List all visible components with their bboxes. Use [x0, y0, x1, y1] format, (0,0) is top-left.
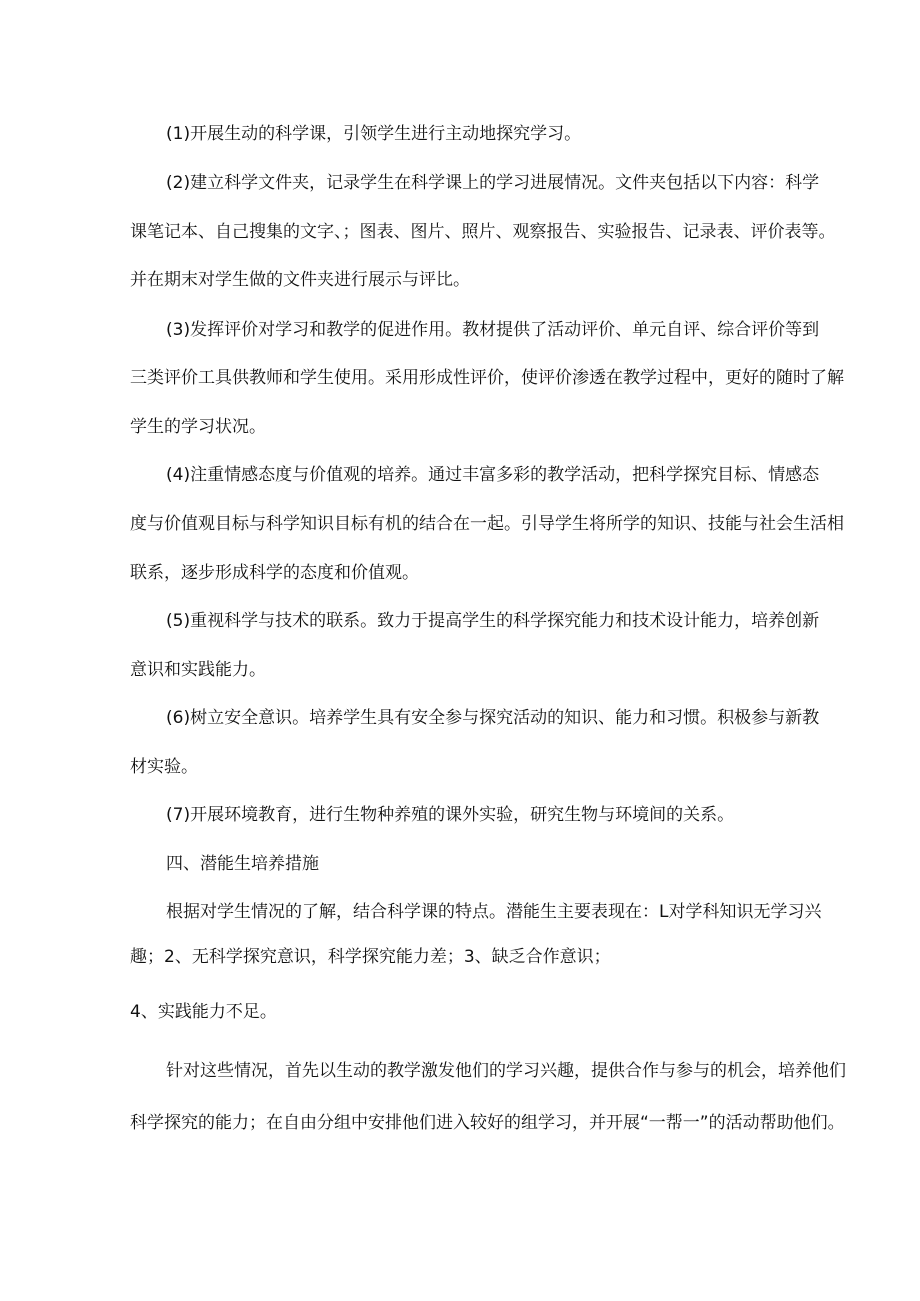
paragraph-9-line-1: 4、实践能力不足。	[130, 1002, 277, 1022]
paragraph-5-line-2: 意识和实践能力。	[130, 660, 266, 680]
paragraph-4-line-1: (4)注重情感态度与价值观的培养。通过丰富多彩的教学活动，把科学探究目标、情感态	[166, 465, 820, 485]
paragraph-10-line-1: 针对这些情况，首先以生动的教学激发他们的学习兴趣，提供合作与参与的机会，培养他们	[166, 1061, 846, 1081]
paragraph-8-line-1: 根据对学生情况的了解，结合科学课的特点。潜能生主要表现在：L对学科知识无学习兴	[166, 902, 822, 922]
paragraph-2-line-3: 并在期末对学生做的文件夹进行展示与评比。	[130, 270, 470, 290]
paragraph-3-line-2: 三类评价工具供教师和学生使用。采用形成性评价，使评价渗透在教学过程中，更好的随时了解	[130, 368, 844, 388]
paragraph-6-line-2: 材实验。	[130, 757, 198, 777]
paragraph-4-line-2: 度与价值观目标与科学知识目标有机的结合在一起。引导学生将所学的知识、技能与社会生活相	[130, 514, 844, 534]
paragraph-3-line-1: (3)发挥评价对学习和教学的促进作用。教材提供了活动评价、单元自评、综合评价等到	[166, 320, 820, 340]
paragraph-1-line-1: (1)开展生动的科学课，引领学生进行主动地探究学习。	[166, 124, 582, 144]
paragraph-4-line-3: 联系，逐步形成科学的态度和价值观。	[130, 563, 419, 583]
paragraph-6-line-1: (6)树立安全意识。培养学生具有安全参与探究活动的知识、能力和习惯。积极参与新教	[166, 708, 820, 728]
section-heading: 四、潜能生培养措施	[166, 854, 319, 874]
paragraph-2-line-2: 课笔记本、自己搜集的文字、；图表、图片、照片、观察报告、实验报告、记录表、评价表等。	[130, 222, 836, 242]
paragraph-8-line-2: 趣；2、无科学探究意识，科学探究能力差；3、缺乏合作意识；	[130, 947, 611, 967]
paragraph-3-line-3: 学生的学习状况。	[130, 417, 266, 437]
paragraph-2-line-1: (2)建立科学文件夹，记录学生在科学课上的学习进展情况。文件夹包括以下内容：科学	[166, 173, 820, 193]
paragraph-5-line-1: (5)重视科学与技术的联系。致力于提高学生的科学探究能力和技术设计能力，培养创新	[166, 611, 820, 631]
paragraph-10-line-2: 科学探究的能力；在自由分组中安排他们进入较好的组学习，并开展“一帮一”的活动帮助他们。	[130, 1113, 845, 1133]
paragraph-7-line-1: (7)开展环境教育，进行生物种养殖的课外实验，研究生物与环境间的关系。	[166, 805, 735, 825]
